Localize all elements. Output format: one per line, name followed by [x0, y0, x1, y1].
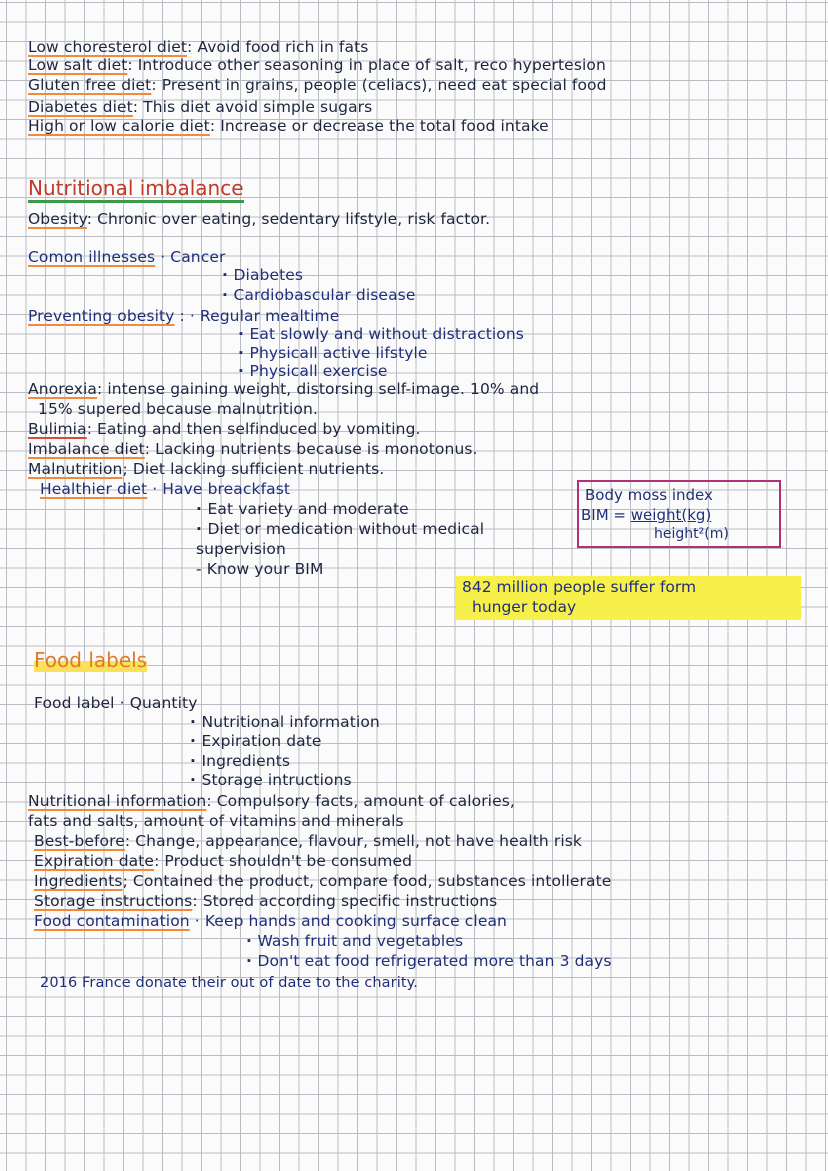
- nutri-info-line: [28, 792, 515, 810]
- malnutrition-term: Malnutrition: [28, 460, 123, 478]
- prevent-item-row: · Eat slowly and without distractions: [238, 325, 524, 343]
- diet-term: High or low calorie diet: [28, 117, 210, 135]
- diet-term: Gluten free diet: [28, 76, 152, 94]
- contamination-item: Keep hands and cooking surface clean: [204, 912, 507, 930]
- ingredients-text: ; Contained the product, compare food, substances intollerate: [122, 872, 612, 890]
- food-label-item-row: · Nutritional information: [190, 713, 380, 731]
- illness-item: Cardiobascular disease: [233, 286, 416, 304]
- diet-term: Low choresterol diet: [28, 38, 188, 56]
- diet-text: : Increase or decrease the total food intake: [209, 117, 549, 135]
- illness-item-row: · Cardiobascular disease: [222, 286, 416, 304]
- bmi-box: [577, 480, 781, 548]
- best-before-line: [34, 832, 582, 850]
- prevent-term: Preventing obesity: [28, 307, 175, 325]
- bulimia-text: : Eating and then selfinduced by vomiting.: [86, 420, 421, 438]
- obesity-term: Obesity: [28, 210, 87, 228]
- imbalance-text: : Lacking nutrients because is monotonus.: [144, 440, 478, 458]
- france-note: 2016 France donate their out of date to the charity.: [40, 975, 418, 991]
- healthier-line: Healthier diet · Have breackfast: [40, 480, 291, 498]
- anorexia-line-2: 15% supered because malnutrition.: [38, 400, 318, 418]
- bmi-formula: [581, 506, 711, 524]
- illness-item-row: · Diabetes: [222, 266, 304, 284]
- bmi-formula-left: BIM =: [581, 506, 626, 524]
- contamination-item: Wash fruit and vegetables: [257, 932, 464, 950]
- ingredients-term: Ingredients: [34, 872, 123, 890]
- prevent-item: Regular mealtime: [199, 307, 340, 325]
- diet-line-3: [28, 76, 607, 94]
- healthier-item-bim: - Know your BIM: [196, 560, 324, 578]
- hunger-note-2: hunger today: [472, 598, 577, 616]
- diet-line-4: [28, 98, 372, 116]
- contamination-item: Don't eat food refrigerated more than 3 days: [257, 952, 612, 970]
- healthier-item-row: · Diet or medication without medical: [196, 520, 485, 538]
- healthier-item-row: · Eat variety and moderate: [196, 500, 409, 518]
- prevent-line: Preventing obesity : · Regular mealtime: [28, 307, 340, 325]
- diet-text: : This diet avoid simple sugars: [132, 98, 373, 116]
- contamination-item-row: · Don't eat food refrigerated more than 3 days: [246, 952, 612, 970]
- food-label-item-row: · Storage intructions: [190, 771, 352, 789]
- anorexia-term: Anorexia: [28, 380, 97, 398]
- bmi-numerator: weight(kg): [630, 506, 712, 524]
- hunger-note-1: 842 million people suffer form: [462, 578, 697, 596]
- expiration-term: Expiration date: [34, 852, 155, 870]
- storage-line: [34, 892, 497, 910]
- malnutrition-line: [28, 460, 384, 478]
- prevent-item: Physicall active lifstyle: [249, 344, 428, 362]
- food-label-item-row: · Ingredients: [190, 752, 291, 770]
- anorexia-text: : intense gaining weight, distorsing self-image. 10% and: [96, 380, 540, 398]
- healthier-item: Have breackfast: [162, 480, 291, 498]
- diet-line-2: [28, 56, 606, 74]
- best-before-text: : Change, appearance, flavour, smell, not have health risk: [124, 832, 583, 850]
- contamination-term: Food contamination: [34, 912, 190, 930]
- food-label-item: Storage intructions: [201, 771, 352, 789]
- obesity-text: : Chronic over eating, sedentary lifstyle, risk factor.: [86, 210, 491, 228]
- nutritional-heading: Nutritional imbalance: [28, 176, 244, 203]
- diet-term: Diabetes diet: [28, 98, 133, 116]
- nutri-info-line-2: fats and salts, amount of vitamins and minerals: [28, 812, 404, 830]
- food-label-item: Quantity: [129, 694, 198, 712]
- diet-line-1: [28, 38, 368, 56]
- nutri-info-term: Nutritional information: [28, 792, 207, 810]
- illness-item: Diabetes: [233, 266, 304, 284]
- contamination-line: Food contamination · Keep hands and cooking surface clean: [34, 912, 507, 930]
- expiration-line: [34, 852, 412, 870]
- diet-line-5: [28, 117, 549, 135]
- healthier-item-cont: supervision: [196, 540, 286, 558]
- obesity-line: [28, 210, 490, 228]
- prevent-item: Physicall exercise: [249, 362, 388, 380]
- best-before-term: Best-before: [34, 832, 125, 850]
- diet-term: Low salt diet: [28, 56, 128, 74]
- contamination-item-row: · Wash fruit and vegetables: [246, 932, 464, 950]
- diet-text: : Avoid food rich in fats: [187, 38, 369, 56]
- healthier-term: Healthier diet: [40, 480, 148, 498]
- expiration-text: : Product shouldn't be consumed: [154, 852, 413, 870]
- bmi-title: Body moss index: [585, 486, 713, 504]
- anorexia-line: [28, 380, 539, 398]
- illnesses-term: Comon illnesses: [28, 248, 156, 266]
- food-label-item: Expiration date: [201, 732, 322, 750]
- imbalance-term: Imbalance diet: [28, 440, 145, 458]
- malnutrition-text: ; Diet lacking sufficient nutrients.: [122, 460, 385, 478]
- food-labels-heading: Food labels: [34, 648, 148, 672]
- healthier-item: Diet or medication without medical: [207, 520, 485, 538]
- diet-text: : Present in grains, people (celiacs), need eat special food: [151, 76, 607, 94]
- food-label-term: Food label: [34, 694, 115, 712]
- storage-term: Storage instructions: [34, 892, 193, 910]
- food-label-item-row: · Expiration date: [190, 732, 322, 750]
- prevent-item-row: · Physicall active lifstyle: [238, 344, 428, 362]
- bulimia-line: [28, 420, 421, 438]
- imbalance-line: [28, 440, 478, 458]
- bmi-denominator: height²(m): [654, 526, 729, 542]
- food-label-item: Nutritional information: [201, 713, 380, 731]
- food-label-item: Ingredients: [201, 752, 291, 770]
- healthier-item: Eat variety and moderate: [207, 500, 409, 518]
- illness-item: Cancer: [170, 248, 226, 266]
- diet-text: : Introduce other seasoning in place of salt, reco hypertesion: [127, 56, 606, 74]
- illnesses-line: Comon illnesses · Cancer: [28, 248, 226, 266]
- bulimia-term: Bulimia: [28, 420, 87, 438]
- food-label-line: Food label · Quantity: [34, 694, 198, 712]
- prevent-item: Eat slowly and without distractions: [249, 325, 524, 343]
- nutri-info-text: : Compulsory facts, amount of calories,: [206, 792, 515, 810]
- prevent-item-row: · Physicall exercise: [238, 362, 388, 380]
- storage-text: : Stored according specific instructions: [192, 892, 498, 910]
- ingredients-line: [34, 872, 611, 890]
